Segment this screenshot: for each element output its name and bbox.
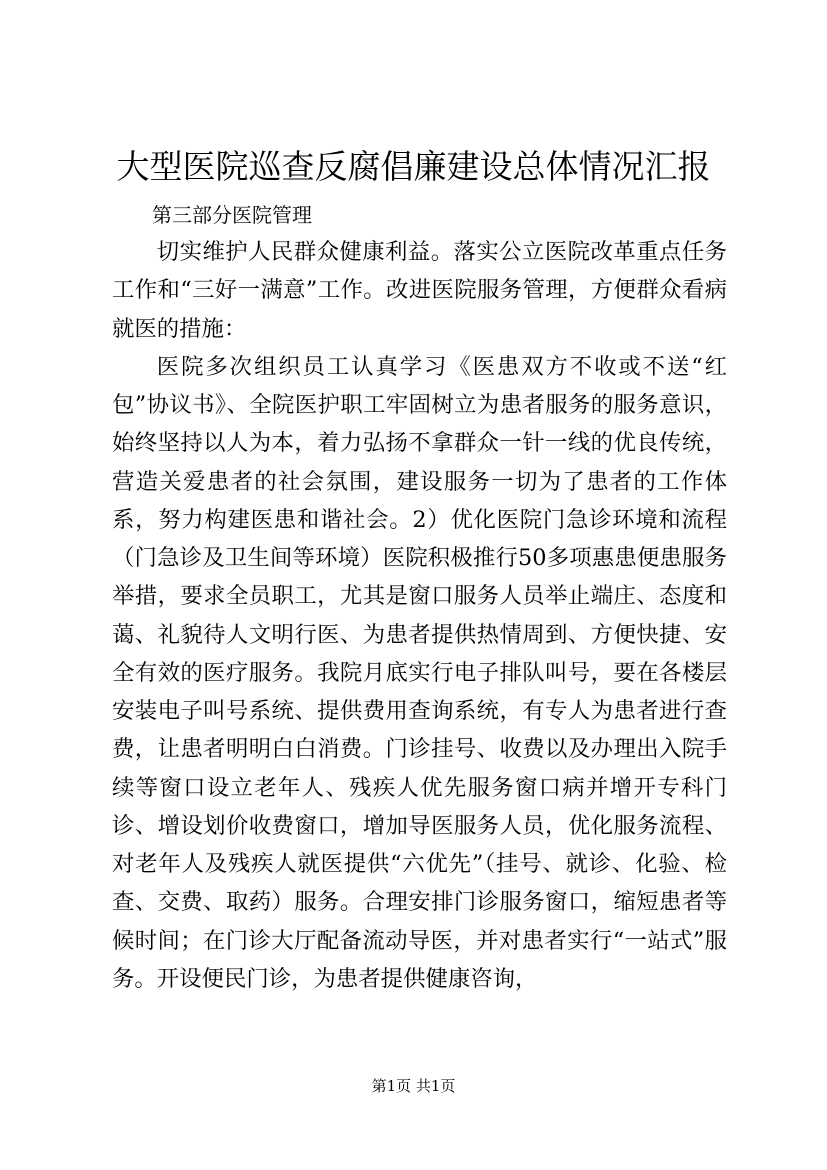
paragraph: 切实维护人民群众健康利益。落实公立医院改革重点任务工作和“三好一满意”工作。改进医院服务管理，方便群众看病就医的措施： [112, 239, 727, 342]
document-title: 大型医院巡查反腐倡廉建设总体情况汇报 [116, 147, 711, 186]
document-body [112, 233, 727, 998]
page-footer: 第1页 共1页 [371, 1077, 456, 1095]
section-heading: 第三部分医院管理 [152, 203, 312, 227]
paragraph: 医院多次组织员工认真学习《医患双方不收或不送“红包”协议书》、全院医护职工牢固树立为患者服务的服务意识，始终坚持以人为本，着力弘扬不拿群众一针一线的优良传统，营造关爱患者的社会氛围，建设服务一切为了患者的工作体系，努力构建医患和谐社会。2）优化医院门急诊环境和流程（门急诊及卫生间等环境）医院积极推行50多项惠患便患服务举措，要求全员职工，尤其是窗口服务人员举止端庄、态度和蔼、礼貌待人文明行医、为患者提供热情周到、方便快捷、安全有效的医疗服务。我院月底实行电子排队叫号，要在各楼层安装电子叫号系统、提供费用查询系统，有专人为患者进行查费，让患者明明白白消费。门诊挂号、收费以及办理出入院手续等窗口设立老年人、残疾人优先服务窗口病并增开专科门诊、增设划价收费窗口，增加导医服务人员，优化服务流程、对老年人及残疾人就医提供“六优先”（挂号、就诊、化验、检查、交费、取药）服务。合理安排门诊服务窗口，缩短患者等候时间；在门诊大厅配备流动导医，并对患者实行“一站式”服务。开设便民门诊，为患者提供健康咨询， [112, 353, 727, 992]
